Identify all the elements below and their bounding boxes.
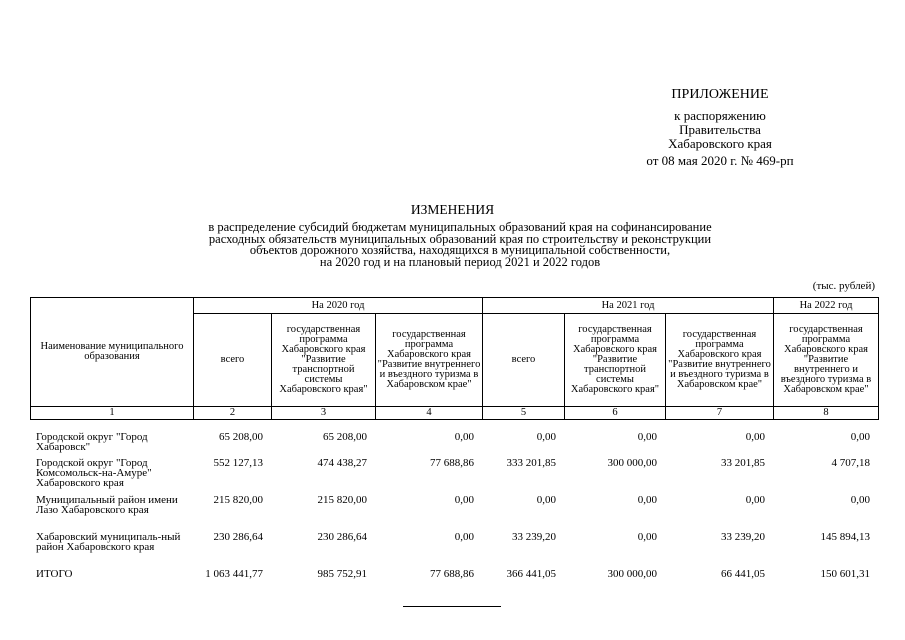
cell-value: 333 201,85 (506, 457, 556, 469)
cell-value: 33 201,85 (721, 457, 765, 469)
cell-value: 150 601,31 (820, 568, 870, 580)
cell-value: 65 208,00 (323, 431, 367, 443)
cell-value: 77 688,86 (430, 568, 474, 580)
subtitle-line: в распределение субсидий бюджетам муниципальных образований края на софинансирование (208, 220, 712, 234)
annex-date: от 08 мая 2020 г. № 469-рп (646, 153, 794, 168)
col-number: 2 (194, 407, 272, 420)
cell-value: 66 441,05 (721, 568, 765, 580)
sub-header-tourism: государственная программа Хабаровского края "Развитие внутреннего и въездного туризма в Хабаровском крае" (774, 314, 879, 407)
cell-value: 0,00 (536, 494, 556, 506)
cell-value: 65 208,00 (219, 431, 263, 443)
cell-value: 0,00 (454, 431, 474, 443)
units-label: (тыс. рублей) (812, 280, 875, 292)
cell-value: 300 000,00 (607, 568, 657, 580)
sub-header-transport: государственная программа Хабаровского края "Развитие транспортной системы Хабаровского края" (565, 314, 666, 407)
annex-line-3: Хабаровского края (668, 136, 772, 151)
sub-header-tourism: государственная программа Хабаровского края "Развитие внутреннего и въездного туризма в Хабаровском крае" (666, 314, 774, 407)
cell-value: 1 063 441,77 (205, 568, 263, 580)
sub-header-transport: государственная программа Хабаровского края "Развитие транспортной системы Хабаровского края" (272, 314, 376, 407)
sub-header-all: всего (194, 314, 272, 407)
annex-line-1: к распоряжению (674, 108, 766, 123)
table-row (30, 532, 878, 569)
cell-value: 215 820,00 (317, 494, 367, 506)
cell-value: 0,00 (850, 431, 870, 443)
annex-title: ПРИЛОЖЕНИЕ (671, 87, 769, 102)
cell-value: 0,00 (454, 531, 474, 543)
cell-value: 0,00 (536, 431, 556, 443)
col-number: 6 (565, 407, 666, 420)
annex-line-2: Правительства (679, 122, 761, 137)
cell-value: 366 441,05 (506, 568, 556, 580)
col-name-header: Наименование муниципального образования (31, 298, 194, 407)
cell-value: 0,00 (637, 531, 657, 543)
table-header (30, 297, 879, 420)
sub-header-tourism: государственная программа Хабаровского края "Развитие внутреннего и въездного туризма в Хабаровском крае" (376, 314, 483, 407)
year-header-2020: На 2020 год (194, 298, 483, 314)
cell-value: 985 752,91 (317, 568, 367, 580)
col-number: 4 (376, 407, 483, 420)
sub-header-all: всего (483, 314, 565, 407)
cell-value: 0,00 (637, 431, 657, 443)
cell-value: 0,00 (637, 494, 657, 506)
cell-value: 4 707,18 (831, 457, 870, 469)
annex-block (600, 88, 905, 168)
cell-value: 33 239,20 (512, 531, 556, 543)
table-body (30, 432, 878, 583)
cell-value: 145 894,13 (820, 531, 870, 543)
subtitle-line: на 2020 год и на плановый период 2021 и 2022 годов (319, 254, 601, 269)
document-title: ИЗМЕНЕНИЯ (410, 202, 495, 217)
row-name: Муниципальный район имени Лазо Хабаровского края (36, 494, 178, 516)
year-header-2022: На 2022 год (774, 298, 879, 314)
cell-value: 230 286,64 (317, 531, 367, 543)
row-name: Городской округ "Город Хабаровск" (36, 431, 148, 453)
table-row (30, 432, 878, 458)
row-name: ИТОГО (36, 568, 73, 580)
cell-value: 552 127,13 (213, 457, 263, 469)
cell-value: 474 438,27 (317, 457, 367, 469)
cell-value: 0,00 (850, 494, 870, 506)
subtitle-line: расходных обязательств муниципальных образований края по строительству и реконструкции (208, 231, 712, 246)
cell-value: 0,00 (745, 494, 765, 506)
year-header-2021: На 2021 год (483, 298, 774, 314)
col-number: 1 (31, 407, 194, 420)
cell-value: 77 688,86 (430, 457, 474, 469)
col-number: 3 (272, 407, 376, 420)
cell-value: 300 000,00 (607, 457, 657, 469)
cell-value: 33 239,20 (721, 531, 765, 543)
table-row (30, 458, 878, 495)
subtitle-line: объектов дорожного хозяйства, находящихся в муниципальной собственности, (249, 243, 671, 257)
col-number: 5 (483, 407, 565, 420)
end-divider (403, 606, 501, 607)
cell-value: 215 820,00 (213, 494, 263, 506)
row-name: Хабаровский муниципаль-ный район Хабаровского края (36, 531, 181, 553)
cell-value: 0,00 (454, 494, 474, 506)
cell-value: 230 286,64 (213, 531, 263, 543)
col-number: 7 (666, 407, 774, 420)
row-name: Городской округ "Город Комсомольск-на-Амуре" Хабаровского края (36, 457, 152, 489)
table-row-total (30, 569, 878, 583)
document-subtitle (140, 222, 780, 268)
col-number: 8 (774, 407, 879, 420)
cell-value: 0,00 (745, 431, 765, 443)
table-row (30, 495, 878, 532)
